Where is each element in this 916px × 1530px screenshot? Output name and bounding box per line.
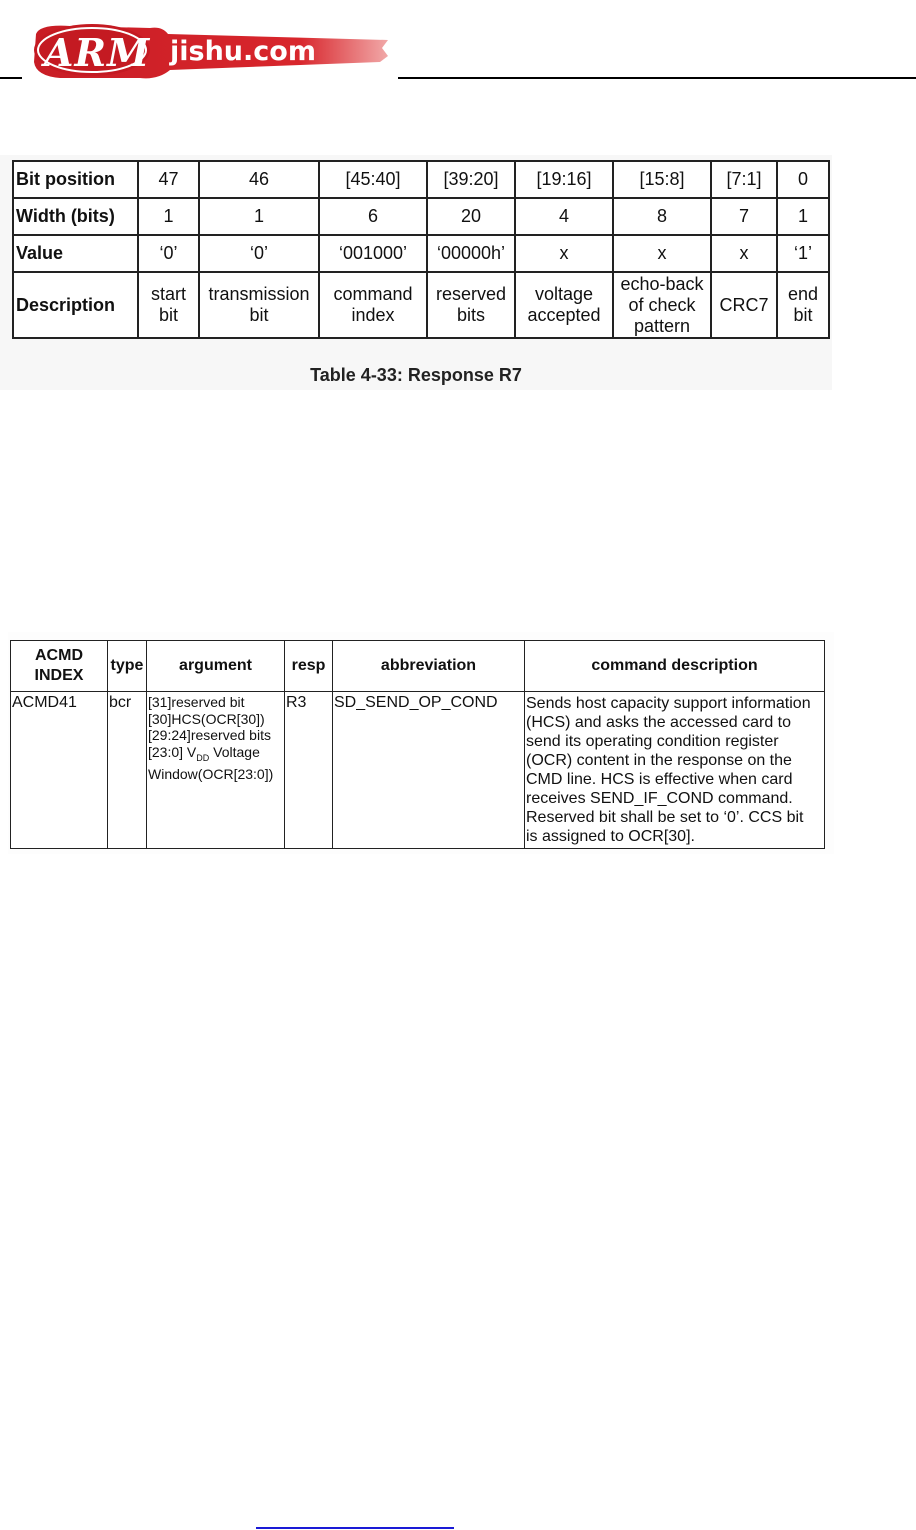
acmd-command-figure <box>8 632 834 854</box>
table-row <box>13 161 829 198</box>
footer-link[interactable] <box>256 1514 454 1530</box>
table-cell <box>427 272 515 338</box>
table-cell: 47 <box>138 161 199 198</box>
description-line: Reserved bit shall be set to ‘0’. CCS bit <box>526 809 804 826</box>
description-line: Sends host capacity support information <box>526 695 811 712</box>
argument-line <box>148 744 283 766</box>
description-line: (HCS) and asks the accessed card to <box>526 714 792 731</box>
table-cell <box>711 272 777 338</box>
cell-line: CRC7 <box>719 294 769 315</box>
cell-line: voltage <box>534 284 594 304</box>
table-caption: Table 4-33: Response R7 <box>310 365 522 385</box>
table-cell <box>199 272 319 338</box>
table-cell: x <box>613 235 711 272</box>
cell-line: accepted <box>527 305 601 325</box>
cell-argument <box>147 692 285 849</box>
table-cell: [15:8] <box>613 161 711 198</box>
cell-line: bit <box>793 305 813 325</box>
description-line: CMD line. HCS is effective when card <box>526 771 793 788</box>
table-cell <box>777 272 829 338</box>
cell-line: of check <box>628 294 696 315</box>
cell-line: bit <box>158 305 178 325</box>
cell-line: reserved <box>435 284 507 304</box>
table-cell <box>319 272 427 338</box>
argument-text: [23:0] V <box>148 743 197 760</box>
cell-abbreviation: SD_SEND_OP_COND <box>333 692 525 849</box>
argument-text: Voltage <box>209 743 260 760</box>
logo-brand-text: ARM <box>44 30 151 75</box>
cell-index: ACMD41 <box>11 692 108 849</box>
table-cell: x <box>711 235 777 272</box>
cell-line: pattern <box>633 315 691 336</box>
table-cell: [19:16] <box>515 161 613 198</box>
table-cell: ‘0’ <box>199 235 319 272</box>
cell-type: bcr <box>108 692 147 849</box>
table-cell: ‘00000h’ <box>427 235 515 272</box>
column-header-index <box>11 641 108 692</box>
cell-line: bits <box>456 305 485 325</box>
table-cell: [45:40] <box>319 161 427 198</box>
cell-line: index <box>351 305 395 325</box>
cell-line: command <box>333 284 413 304</box>
subscript-text: DD <box>196 752 210 763</box>
table-cell: 1 <box>777 198 829 235</box>
acmd-command-table <box>10 640 825 849</box>
header-line: INDEX <box>34 667 84 684</box>
cell-line: transmission <box>208 284 310 304</box>
row-header: Value <box>13 235 138 272</box>
description-line: (OCR) content in the response on the <box>526 752 792 769</box>
table-cell: 7 <box>711 198 777 235</box>
table-cell: 20 <box>427 198 515 235</box>
cell-resp: R3 <box>285 692 333 849</box>
description-line: is assigned to OCR[30]. <box>526 828 695 845</box>
argument-line: Window(OCR[23:0]) <box>148 765 274 782</box>
table-cell: 1 <box>199 198 319 235</box>
table-header-row <box>11 641 825 692</box>
table-cell <box>138 272 199 338</box>
table-cell: 1 <box>138 198 199 235</box>
cell-line: end <box>787 284 819 304</box>
table-cell: 8 <box>613 198 711 235</box>
argument-line: [31]reserved bit <box>148 694 245 710</box>
table-cell: [39:20] <box>427 161 515 198</box>
argument-line: [29:24]reserved bits <box>148 727 271 743</box>
table-cell: x <box>515 235 613 272</box>
site-logo[interactable] <box>30 22 390 82</box>
column-header-argument: argument <box>147 641 285 692</box>
cell-line: echo-back <box>620 273 704 294</box>
table-cell <box>515 272 613 338</box>
table-cell: [7:1] <box>711 161 777 198</box>
description-line: send its operating condition register <box>526 733 779 750</box>
table-cell <box>613 272 711 338</box>
table-cell: 6 <box>319 198 427 235</box>
table-cell: 4 <box>515 198 613 235</box>
response-r7-table <box>12 160 830 339</box>
table-row <box>11 692 825 849</box>
row-header: Description <box>13 272 138 338</box>
description-line: receives SEND_IF_COND command. <box>526 790 793 807</box>
cell-line: start <box>150 284 186 304</box>
page-header <box>0 0 916 90</box>
table-cell: ‘1’ <box>777 235 829 272</box>
logo-site-text: jishu.com <box>170 36 316 67</box>
header-rule-right <box>398 77 916 79</box>
cell-description <box>525 692 825 849</box>
table-cell: ‘0’ <box>138 235 199 272</box>
row-header: Width (bits) <box>13 198 138 235</box>
table-row <box>13 235 829 272</box>
response-r7-figure <box>0 155 832 390</box>
footer-link-underline <box>256 1527 454 1529</box>
column-header-type: type <box>108 641 147 692</box>
header-rule-left <box>0 77 22 79</box>
column-header-abbreviation: abbreviation <box>333 641 525 692</box>
column-header-resp: resp <box>285 641 333 692</box>
table-cell: 46 <box>199 161 319 198</box>
column-header-description: command description <box>525 641 825 692</box>
table-cell: 0 <box>777 161 829 198</box>
argument-line: [30]HCS(OCR[30]) <box>148 710 265 727</box>
table-row <box>13 198 829 235</box>
table-row <box>13 272 829 338</box>
header-line: ACMD <box>35 647 83 664</box>
row-header: Bit position <box>13 161 138 198</box>
table-cell: ‘001000’ <box>319 235 427 272</box>
cell-line: bit <box>249 305 269 325</box>
